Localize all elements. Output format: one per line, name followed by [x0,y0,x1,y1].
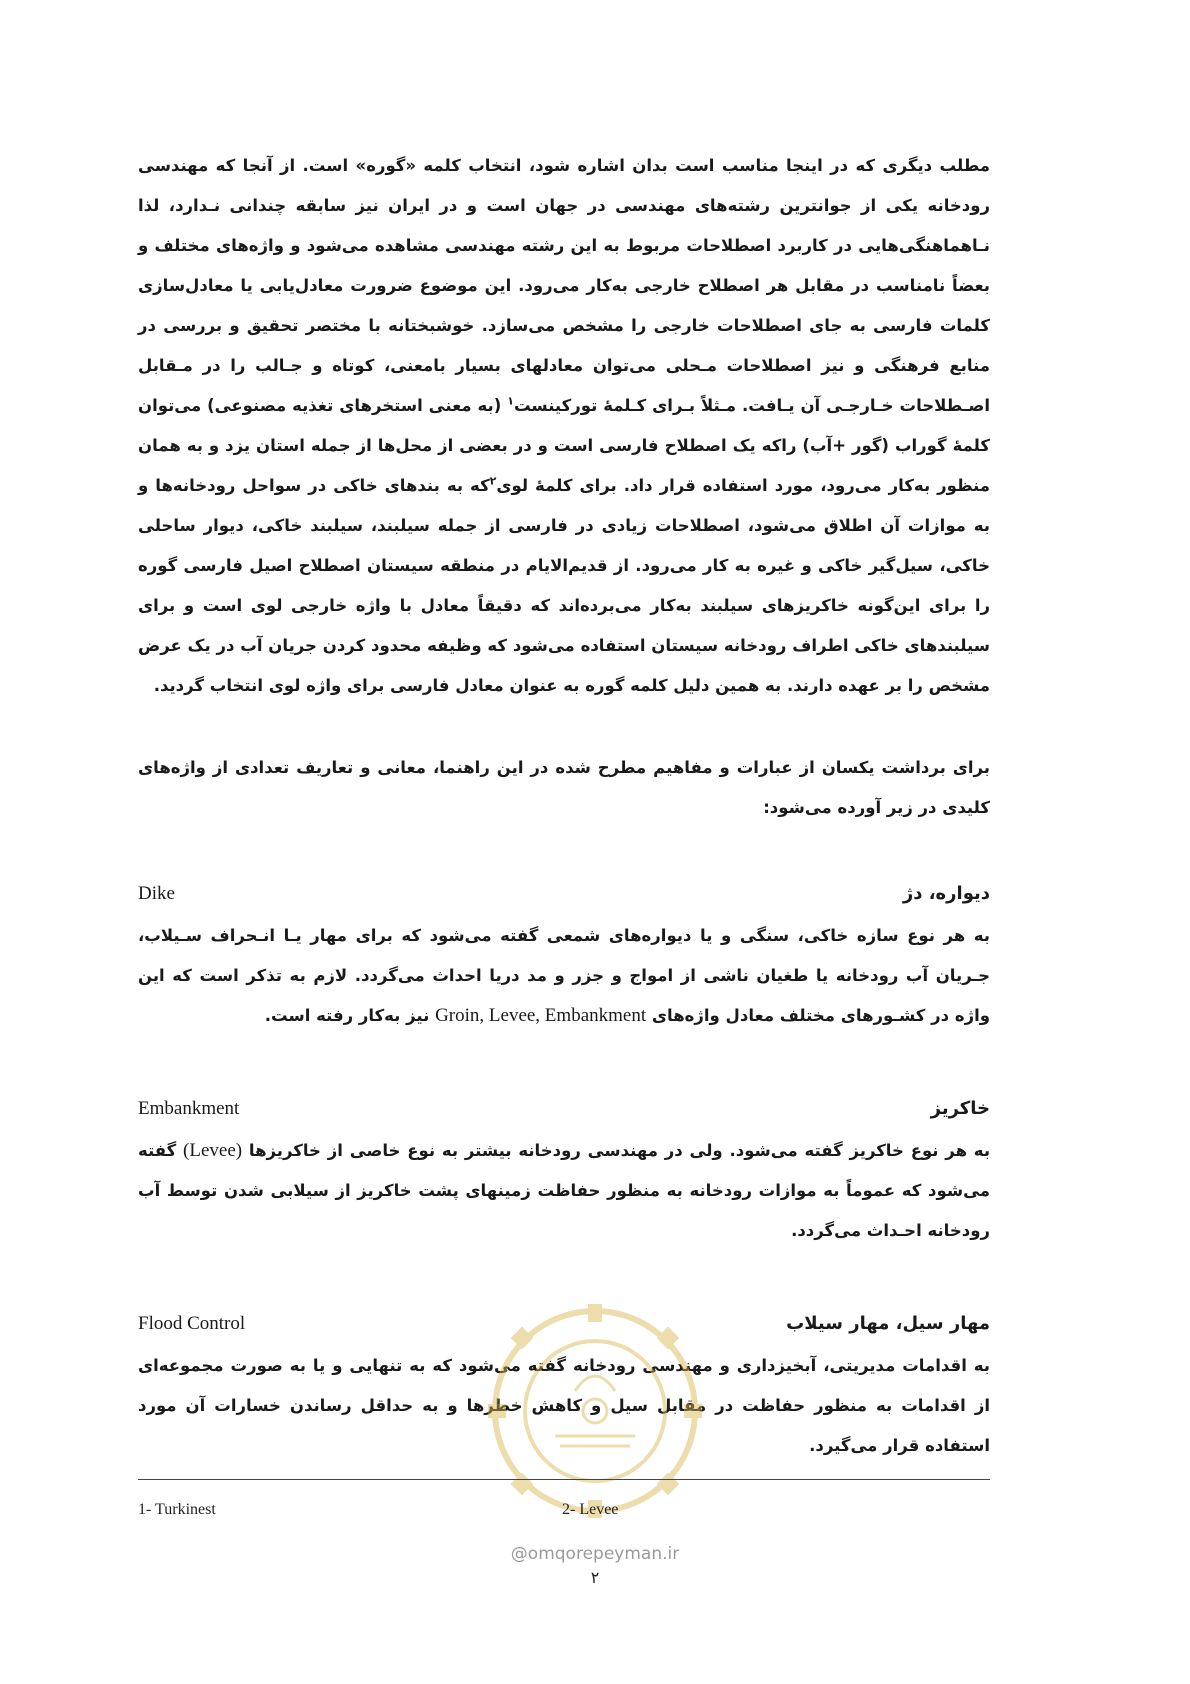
definition-english-terms: Groin, Levee, Embankment [435,1005,647,1026]
intro-text-part-3: که به بندهای خاکی در سواحل رودخانه‌ها و به موازات آن اطلاق می‌شود، اصطلاحات زیادی در فارسی از جمله سیلبند، سیلبند خاکی، دیوار ساحلی خاکی، سیل‌گیر خاکی و غیره به کار می‌رود. از قدیم‌الایام در منطقه سیستان اصطلاح اصیل فارسی گوره را برای این‌گونه خاکریزهای سیلبند به‌کار می‌برده‌اند که دقیقاً معادل با واژه خارجی لوی است و برای سیلبندهای خاکی اطراف رودخانه سیستان استفاده می‌شود که وظیفه محدود کردن جریان آب در یک عرض مشخص را بر عهده دارند. به همین دلیل کلمه گوره به عنوان معادل فارسی برای واژه لوی انتخاب گردید. [138,476,990,695]
term-definition-embankment [138,1131,990,1251]
footnote-1: 1- Turkinest [138,1501,216,1518]
footnote-divider [138,1479,990,1480]
definition-text: به هر نوع سازه خاکی، سنگی و یا دیواره‌های شمعی گفته می‌شود که برای مهار یـا انـحراف سـیلاب، جـریان آب رودخانه یا طغیان ناشی از امواج و جزر و مد دریا احداث می‌گردد. لازم به تذکر است که این واژه در کشـورهای مختلف معادل واژه‌های [138,926,990,1025]
definition-english-terms: (Levee) [183,1140,243,1161]
term-title-fa: دیواره، دژ [902,883,990,904]
term-title-en: Embankment [138,1098,240,1119]
definition-text-end: گفته می‌شود که عموماً به موازات رودخانه به منظور حفاظت زمینهای پشت خاکریز از سیلابی شدن توسط آب رودخانه احـداث می‌گردد. [138,1141,990,1240]
intro-text-part-2: (به معنی استخرهای تغذیه مصنوعی) می‌توان کلمهٔ گوراب (گور +آب) راکه یک اصطلاح فارسی است و در بعضی از محل‌ها از جمله استان یزد و به همان منظور به‌کار می‌رود، مورد استفاده قرار داد. برای کلمهٔ لوی [138,396,991,495]
intro-paragraph [138,146,990,706]
footnote-2: 2- Levee [562,1501,619,1518]
term-title-en: Dike [138,883,175,904]
term-title-en: Flood Control [138,1313,246,1334]
intro-text-part-1: مطلب دیگری که در اینجا مناسب است بدان اشاره شود، انتخاب کلمه «گوره» است. از آنجا که مهندسی رودخانه یکی از جوانترین رشته‌های مهندسی در جهان است و در ایران نیز سابقه چندانی نـدارد، لذا نـاهماهنگی‌هایی در کاربرد اصطلاحات مربوط به این رشته مهندسی مشاهده می‌شود و واژه‌های مختلف و بعضاً نامناسب در مقابل هر اصطلاح خارجی به‌کار می‌رود. این موضوع ضرورت معادل‌یابی یا معادل‌سازی کلمات فارسی به جای اصطلاحات خارجی را مشخص می‌سازد. خوشبختانه با مختصر تحقیق و بررسی در منابع فرهنگی و نیز اصطلاحات مـحلی می‌توان معادلهای بسیار بامعنی، کوتاه و جـالب را در مـقابل اصـطلاحات خـارجـی آن یـافت. مـثلاً بـرای کـلمهٔ توركينست [138,156,990,415]
definition-text-end: نیز به‌کار رفته است. [264,1006,430,1025]
definitions-intro-paragraph: برای برداشت یکسان از عبارات و مفاهیم مطرح شده در این راهنما، معانی و تعاریف تعدادی از واژه‌های کلیدی در زیر آورده می‌شود: [138,758,990,817]
definition-text: به هر نوع خاکریز گفته می‌شود. ولی در مهندسی رودخانه بیشتر به نوع خاصی از خاکریزها [248,1141,991,1160]
term-heading-embankment [138,1089,990,1129]
page-number: ۲ [590,1568,600,1587]
watermark-url: @omqorepeyman.ir [510,1544,680,1564]
term-definition-dike [138,916,990,1036]
term-heading-dike [138,874,990,914]
term-title-fa: مهار سیل، مهار سیلاب [786,1313,990,1334]
watermark-logo-icon [480,1296,710,1526]
footnote-ref-1[interactable]: ١ [507,394,514,408]
term-title-fa: خاکریز [930,1098,990,1119]
footnote-ref-2[interactable]: ٢ [489,474,497,488]
definition-text: به اقدامات مدیریتی، آبخیزداری و مهندسی رودخانه گفته می‌شود که به تنهایی و یا به صورت مجموعه‌ای از اقدامات به منظور حفاظت در مقابل سیل و کاهش خطرها و به حداقل رساندن خسارات آن مورد استفاده قرار می‌گیرد. [138,1356,990,1455]
